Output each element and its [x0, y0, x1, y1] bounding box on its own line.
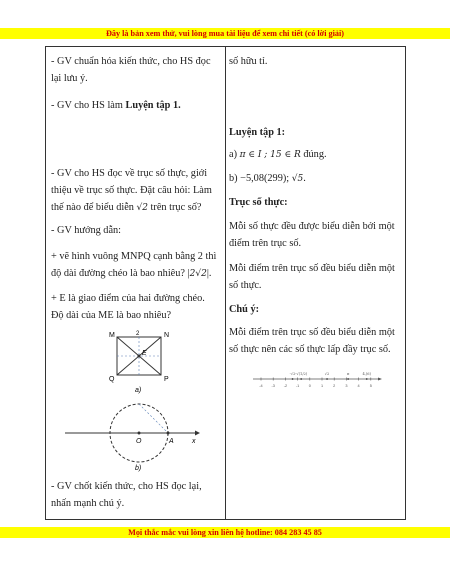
- point-label: √2: [324, 372, 330, 376]
- text-span: - GV cho HS làm: [51, 100, 126, 111]
- label-E: E: [142, 350, 147, 357]
- preview-notice-banner: Đây là bản xem thử, vui lòng mua tài liệu để xem chi tiết (có lời giải): [0, 28, 450, 39]
- tick-label: -2: [283, 384, 288, 388]
- tick-label: 2: [333, 384, 336, 388]
- text-line: số thực.: [229, 280, 262, 291]
- left-paragraph-5: [51, 248, 216, 283]
- text-span: .: [303, 173, 306, 184]
- note-title: Chú ý:: [229, 304, 260, 315]
- lesson-table: [45, 46, 406, 520]
- practice-title: Luyện tập 1:: [229, 127, 286, 138]
- text-line: độ dài đường chéo là bao nhiêu? |2√2|.: [51, 268, 212, 279]
- bold-text: Luyện tập 1.: [125, 100, 181, 111]
- number-point: [347, 378, 349, 380]
- text-line: + vẽ hình vuông MNPQ cạnh bằng 2 thì: [51, 251, 217, 262]
- text-line: - GV cho HS đọc về trục số thực, giới: [51, 168, 208, 179]
- number-point: [300, 378, 302, 380]
- label-O: O: [136, 438, 142, 445]
- label-x: x: [192, 438, 196, 445]
- tick-label: -1: [295, 384, 300, 388]
- number-point: [292, 378, 294, 380]
- left-paragraph-6: [51, 290, 205, 324]
- practice-answer-a: [229, 146, 327, 164]
- label-N: N: [164, 332, 170, 339]
- left-paragraph-4: - GV hướng dẫn:: [51, 225, 122, 236]
- text-line: thiệu về trục số thực. Đặt câu hỏi: Làm: [51, 185, 212, 196]
- text-line: Mỗi điểm trên trục số đều biểu diễn một: [229, 263, 395, 274]
- text-span: độ dài đường chéo là bao nhiêu?: [51, 268, 185, 279]
- real-axis-paragraph-2: [229, 260, 395, 294]
- square-circle-figure: [65, 329, 201, 474]
- right-top-text: số hữu tỉ.: [229, 56, 268, 67]
- point-label: 4,(6): [362, 372, 372, 376]
- number-point: [326, 378, 328, 380]
- text-span: a): [229, 149, 240, 160]
- caption-a: a): [135, 387, 142, 394]
- real-axis-paragraph-1: [229, 218, 395, 252]
- text-span: trên trục số?: [147, 202, 202, 213]
- text-span: b) −5,08(299);: [229, 173, 292, 184]
- number-point: [366, 378, 368, 380]
- text-span: đúng.: [300, 149, 327, 160]
- practice-answer-b: [229, 170, 306, 188]
- tick-label: 3: [345, 384, 348, 388]
- tick-label: 1: [320, 384, 324, 388]
- text-line: điểm trên trục số.: [229, 238, 302, 249]
- text-line: + E là giao điểm của hai đường chéo.: [51, 293, 205, 304]
- tick-label: -3: [271, 384, 275, 388]
- real-number-line: [251, 369, 383, 389]
- real-axis-title: Trục số thực:: [229, 197, 288, 208]
- point-label: -√(1/2): [295, 372, 308, 376]
- left-paragraph-3: [51, 165, 212, 217]
- text-line: [51, 199, 212, 217]
- math-sqrt2: √2: [136, 203, 148, 213]
- text-line: lại lưu ý.: [51, 73, 88, 84]
- tick-label: 4: [357, 384, 360, 388]
- point-label: -√2: [289, 372, 296, 376]
- tick-label: -4: [259, 384, 263, 388]
- label-side-2: 2: [136, 331, 140, 337]
- math-answer: 2√2: [189, 269, 207, 279]
- label-Q: Q: [109, 376, 115, 383]
- point-label: π: [346, 372, 350, 376]
- hotline-banner: Mọi thắc mắc vui lòng xin liên hệ hotline: 084 283 45 85: [0, 527, 450, 538]
- text-line: Mỗi điểm trên trục số đều biểu diễn một: [229, 327, 395, 338]
- left-paragraph-2: [51, 97, 181, 114]
- text-line: số thực nên các số thực lấp đầy trục số.: [229, 344, 391, 355]
- note-paragraph: [229, 324, 395, 358]
- text-line: Mỗi số thực đều được biểu diễn bởi một: [229, 221, 395, 232]
- text-line: - GV chuẩn hóa kiến thức, cho HS đọc: [51, 56, 211, 67]
- math-sqrt5: √5: [291, 174, 304, 184]
- text-line: nhấn mạnh chú ý.: [51, 498, 125, 509]
- text-line: Độ dài của ME là bao nhiêu?: [51, 310, 172, 321]
- label-P: P: [164, 376, 169, 383]
- left-paragraph-7: [51, 478, 202, 512]
- tick-label: 0: [308, 384, 311, 388]
- label-M: M: [109, 332, 115, 339]
- left-paragraph-1: [51, 53, 211, 87]
- caption-b: b): [135, 465, 142, 472]
- text-line: - GV chốt kiến thức, cho HS đọc lại,: [51, 481, 202, 492]
- tick-label: 5: [369, 384, 372, 388]
- text-span: thế nào để biểu diễn: [51, 202, 134, 213]
- label-A: A: [169, 438, 174, 445]
- column-divider: [225, 47, 226, 519]
- math-expression: π ∈ I ; 15 ∈ R: [239, 150, 301, 160]
